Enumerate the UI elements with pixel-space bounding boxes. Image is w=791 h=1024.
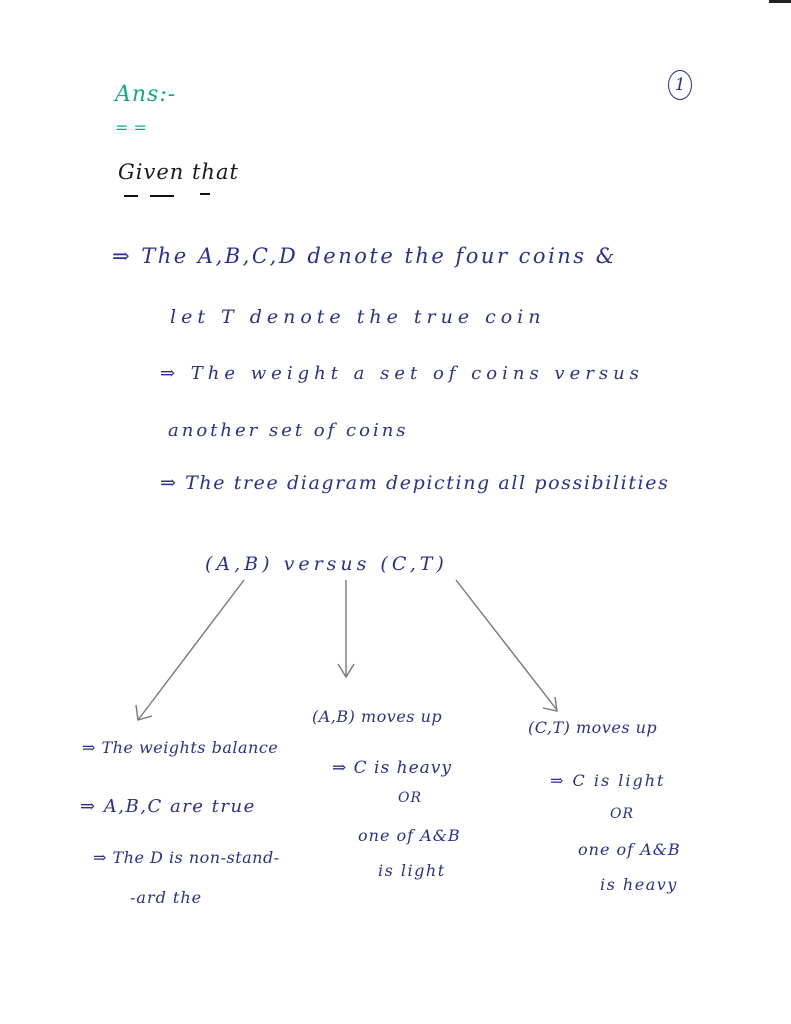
given-heading: Given that	[118, 160, 239, 184]
text-line-5: ⇒ The tree diagram depicting all possibilities	[160, 472, 670, 494]
arrow-right-line	[456, 580, 557, 710]
left-branch-line-2: ⇒ A,B,C are true	[80, 796, 256, 817]
arrow-right-head	[543, 697, 557, 711]
left-branch-line-3: ⇒ The D is non-stand-	[93, 848, 280, 867]
left-branch-line-4: -ard the	[130, 888, 203, 907]
answer-heading: Ans:-	[115, 82, 177, 107]
middle-branch-line-5: is light	[378, 861, 446, 880]
right-branch-line-3: OR	[610, 806, 635, 822]
text-line-2: let T denote the true coin	[170, 306, 546, 328]
middle-branch-line-2: ⇒ C is heavy	[332, 758, 452, 778]
text-line-4: another set of coins	[168, 420, 409, 441]
heading-underline: = =	[115, 118, 147, 137]
page-number: 1	[668, 70, 692, 100]
middle-branch-line-4: one of A&B	[358, 826, 461, 845]
middle-branch-line-3: OR	[398, 790, 423, 806]
middle-branch-line-1: (A,B) moves up	[312, 707, 443, 726]
right-branch-line-4: one of A&B	[578, 840, 681, 859]
left-branch-line-1: ⇒ The weights balance	[82, 738, 279, 757]
text-line-1: ⇒ The A,B,C,D denote the four coins &	[112, 244, 617, 268]
right-branch-line-2: ⇒ C is light	[550, 771, 666, 790]
right-branch-line-1: (C,T) moves up	[528, 718, 658, 737]
right-branch-line-5: is heavy	[600, 875, 678, 894]
text-line-3: ⇒ The weight a set of coins versus	[160, 363, 644, 384]
tree-root: (A,B) versus (C,T)	[205, 553, 448, 575]
arrow-left-line	[138, 580, 244, 720]
